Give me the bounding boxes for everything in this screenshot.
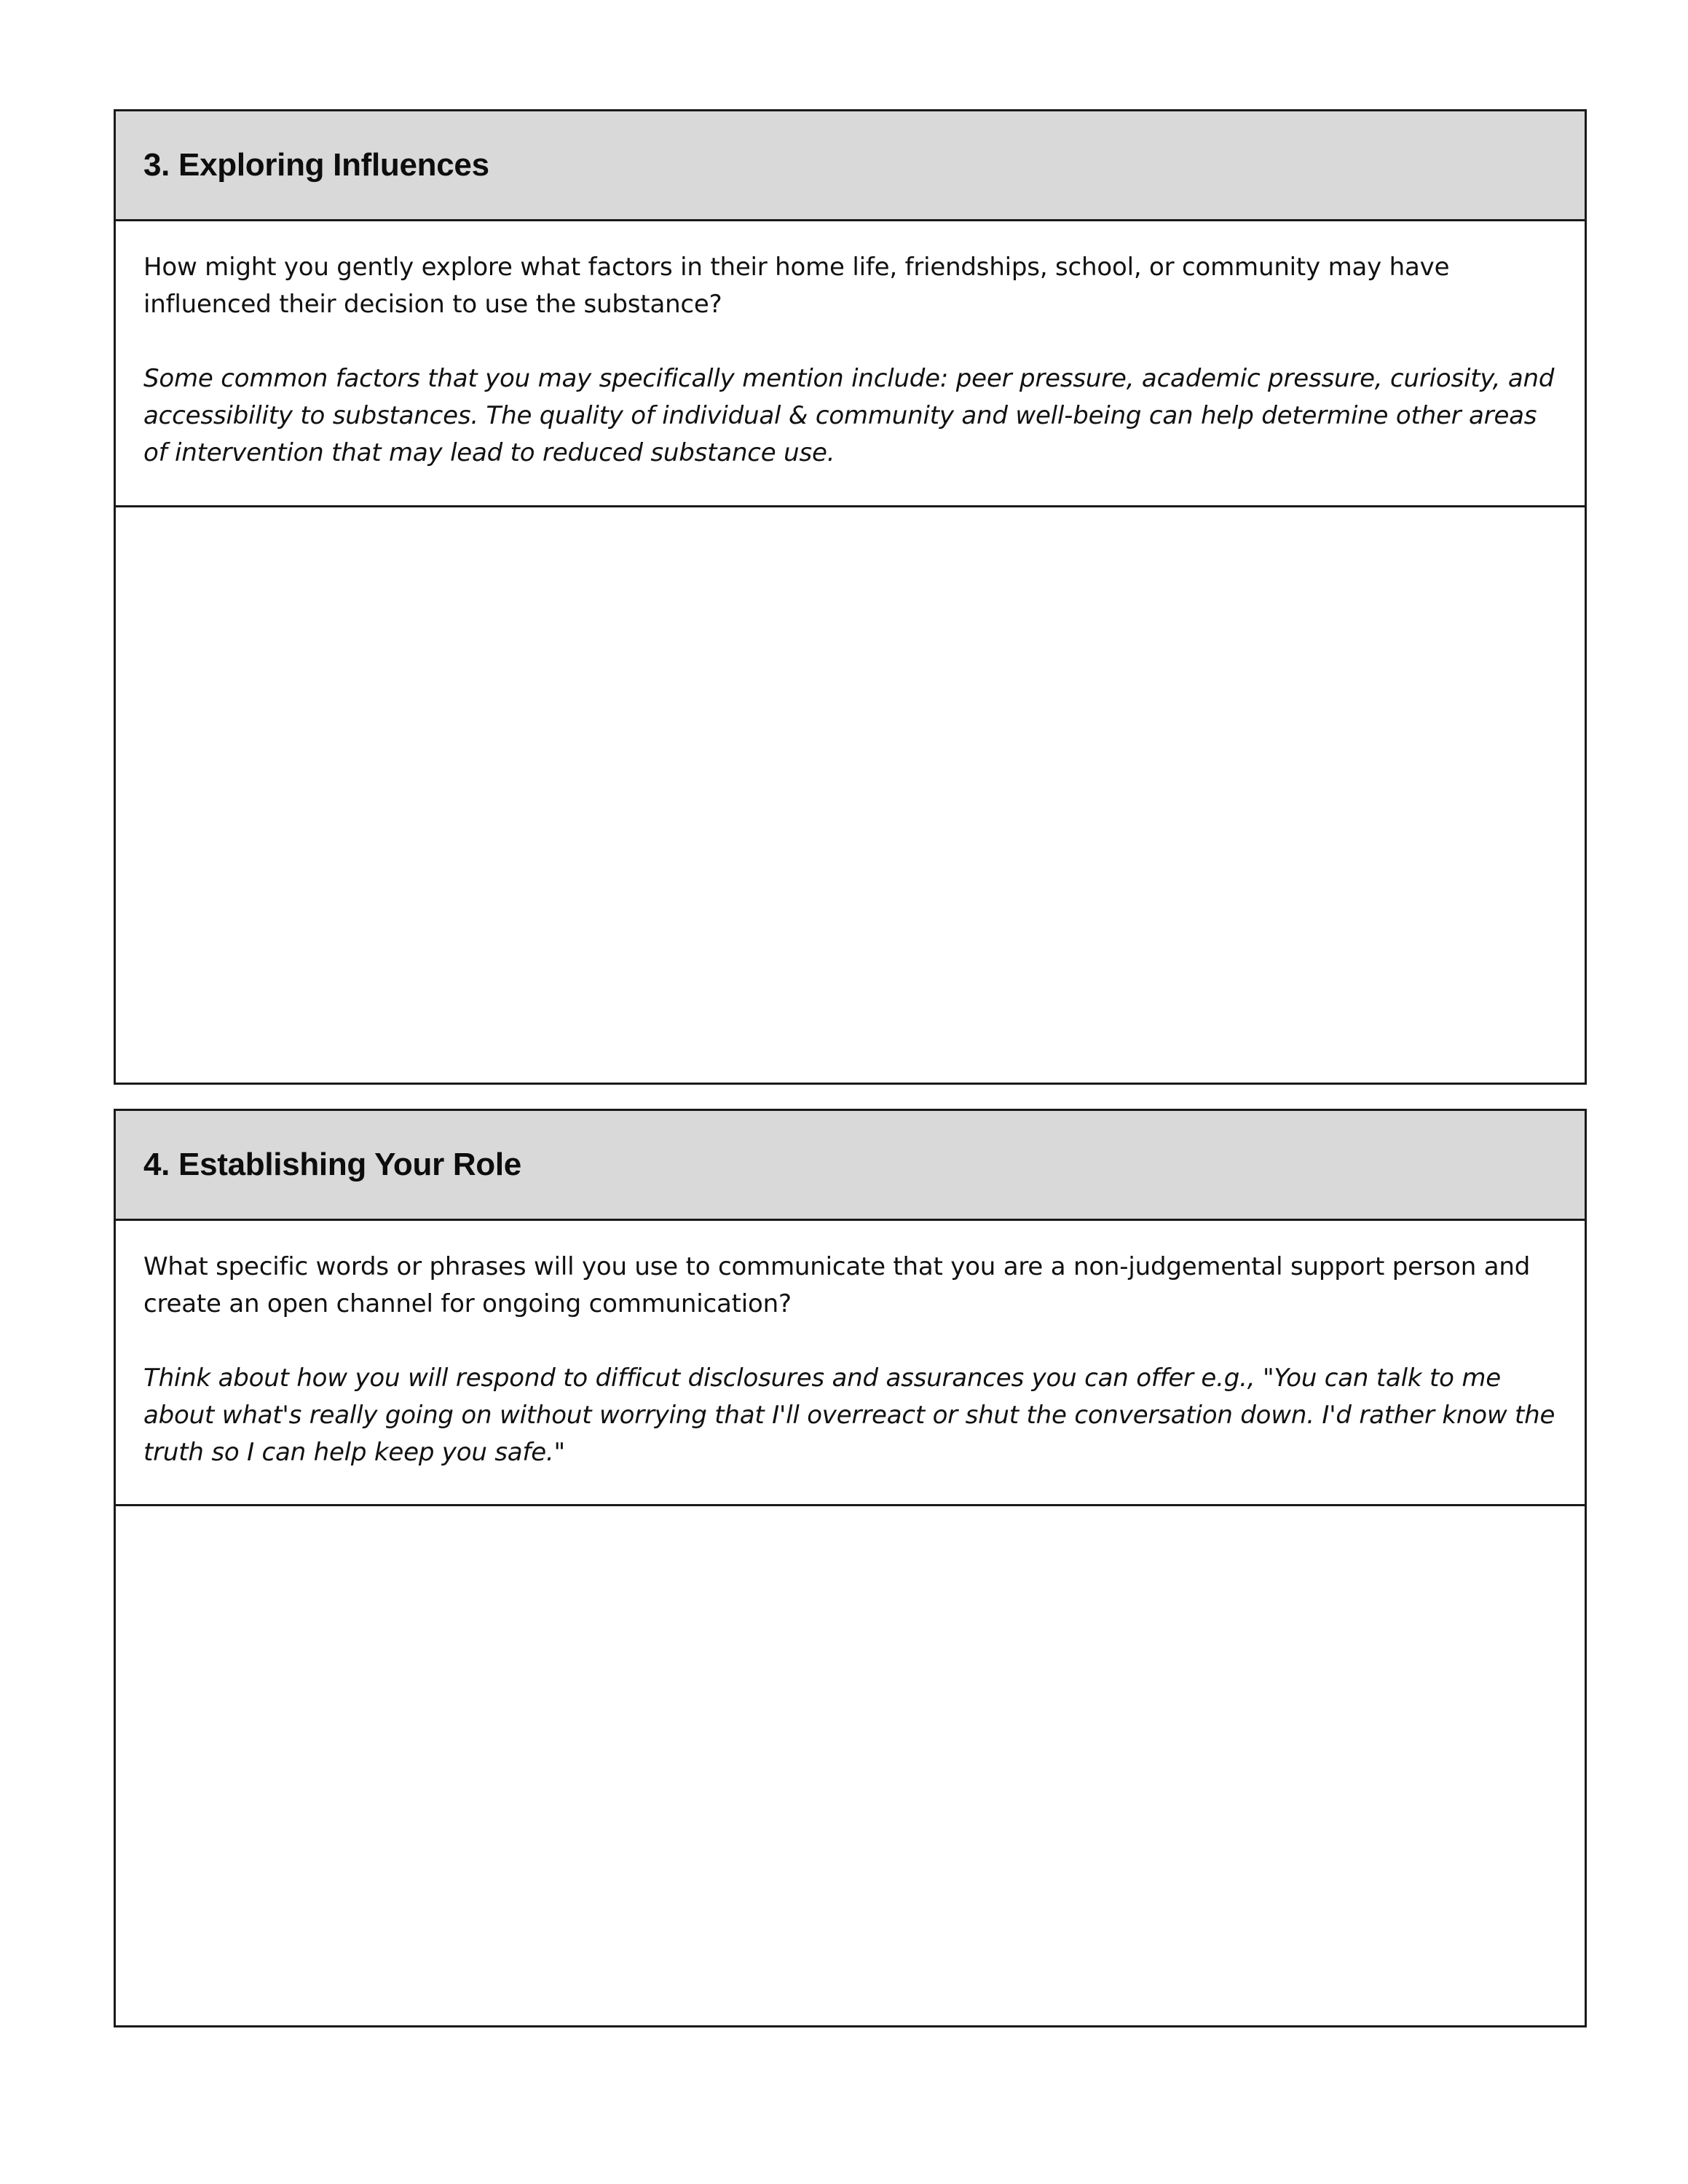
prompt-question: How might you gently explore what factors in their home life, friendships, school, or community may have influenced their decision to use the substance? [143,253,1450,319]
answer-field[interactable] [116,1506,1585,2023]
prompt-hint: Some common factors that you may specifically mention include: peer pressure, academic pressure, curiosity, and accessibility to substances. The quality of individual & community and well-being can help determine other areas of intervention that may lead to reduced substance use. [143,364,1555,467]
section-header [116,111,1585,221]
section-header [116,1111,1585,1221]
worksheet-section-exploring-influences [114,109,1587,1085]
section-prompt [116,1221,1585,1506]
section-title: 4. Establishing Your Role [143,1147,521,1182]
section-prompt [116,221,1585,507]
prompt-question: What specific words or phrases will you use to communicate that you are a non-judgemental support person and create an open channel for ongoing communication? [143,1252,1531,1318]
answer-field[interactable] [116,507,1585,1083]
prompt-hint: Think about how you will respond to difficut disclosures and assurances you can offer e.g., "You can talk to me about what's really going on without worrying that I'll overreact or shut the conversation down. I'd rather know the truth so I can help keep you safe." [143,1364,1555,1467]
section-title: 3. Exploring Influences [143,147,489,183]
worksheet-section-establishing-your-role [114,1109,1587,2027]
